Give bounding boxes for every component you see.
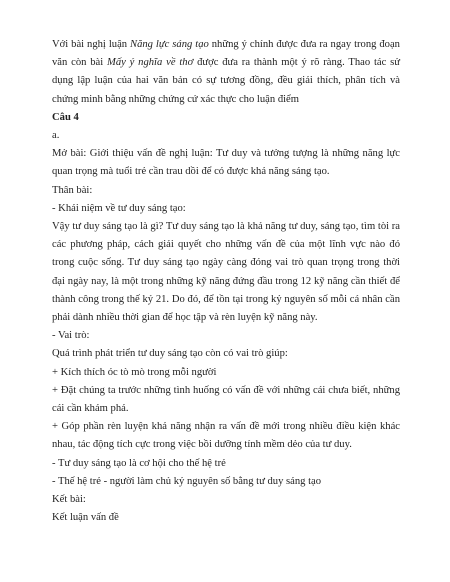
khai-niem-heading: - Khái niệm về tư duy sáng tạo: bbox=[52, 202, 186, 214]
subpart-a-label: a. bbox=[52, 130, 60, 142]
point-co-hoi: - Tư duy sáng tạo là cơ hội cho thế hệ trẻ bbox=[52, 457, 226, 469]
ket-luan-line: Kết luận vấn đề bbox=[52, 512, 119, 524]
vai-tro-intro: Quá trình phát triển tư duy sáng tạo còn có vai trò giúp: bbox=[52, 348, 288, 360]
intro-title-nang-luc-sang-tao: Năng lực sáng tạo bbox=[130, 39, 209, 50]
intro-text-2: những ý chính được đưa ra ngay trong đoạn văn còn bài bbox=[52, 39, 400, 69]
mo-bai-paragraph: Mở bài: Giới thiệu vấn đề nghị luận: Tư duy và tưởng tượng là những năng lực quan trọng mà tuổi trẻ cần trau dồi để có được khả năng sáng tạo. bbox=[52, 148, 400, 178]
intro-text-1: Với bài nghị luận bbox=[52, 39, 131, 50]
khai-niem-paragraph: Vậy tư duy sáng tạo là gì? Tư duy sáng tạo là khả năng tư duy, sáng tạo, tìm tòi ra các phương pháp, cách giải quyết cho những vấn đề của một lĩnh vực nào đó trong cuộc sống. Tư duy sáng tạo ngày càng đóng vai trò quan trọng trong thời đại ngày nay, là một trong những kỹ năng đứng đầu trong 12 kỹ năng cần thiết để thành công trong thế kỷ 21. Do đó, để tồn tại trong kỷ nguyên số mỗi cá nhân cần phải dành nhiều thời gian để học tập và rèn luyện kỹ năng này. bbox=[52, 221, 400, 324]
bullet-gop-phan: + Góp phần rèn luyện khả năng nhận ra vấn đề mới trong nhiều điều kiện khác nhau, tác động tích cực trong việc bồi dưỡng tính mềm dẻo của tư duy. bbox=[52, 421, 400, 451]
intro-text-3: được đưa ra thành một ý rõ ràng. Thao tác sử dụng lập luận của hai văn bản có sự tương đồng, đều giải thích, phân tích và chứng minh bằng những chứng cứ xác thực cho luận điểm bbox=[52, 57, 400, 105]
bullet-dat-chung-ta: + Đặt chúng ta trước những tình huống có vấn đề với những cái chưa biết, những cái cần khám phá. bbox=[52, 384, 400, 415]
than-bai-heading: Thân bài: bbox=[52, 184, 93, 196]
intro-title-may-y-nghia-ve-tho: Mấy ý nghĩa về thơ bbox=[107, 57, 194, 69]
document-page bbox=[52, 36, 400, 527]
ket-bai-heading: Kết bài: bbox=[52, 494, 86, 506]
point-lam-chu: - Thế hệ trẻ - người làm chủ kỷ nguyên số bằng tư duy sáng tạo bbox=[52, 475, 322, 487]
intro-paragraph bbox=[52, 36, 400, 109]
question-heading-cau-4: Câu 4 bbox=[52, 111, 79, 123]
bullet-kich-thich: + Kích thích óc tò mò trong mỗi người bbox=[52, 366, 217, 378]
vai-tro-heading: - Vai trò: bbox=[52, 330, 90, 342]
